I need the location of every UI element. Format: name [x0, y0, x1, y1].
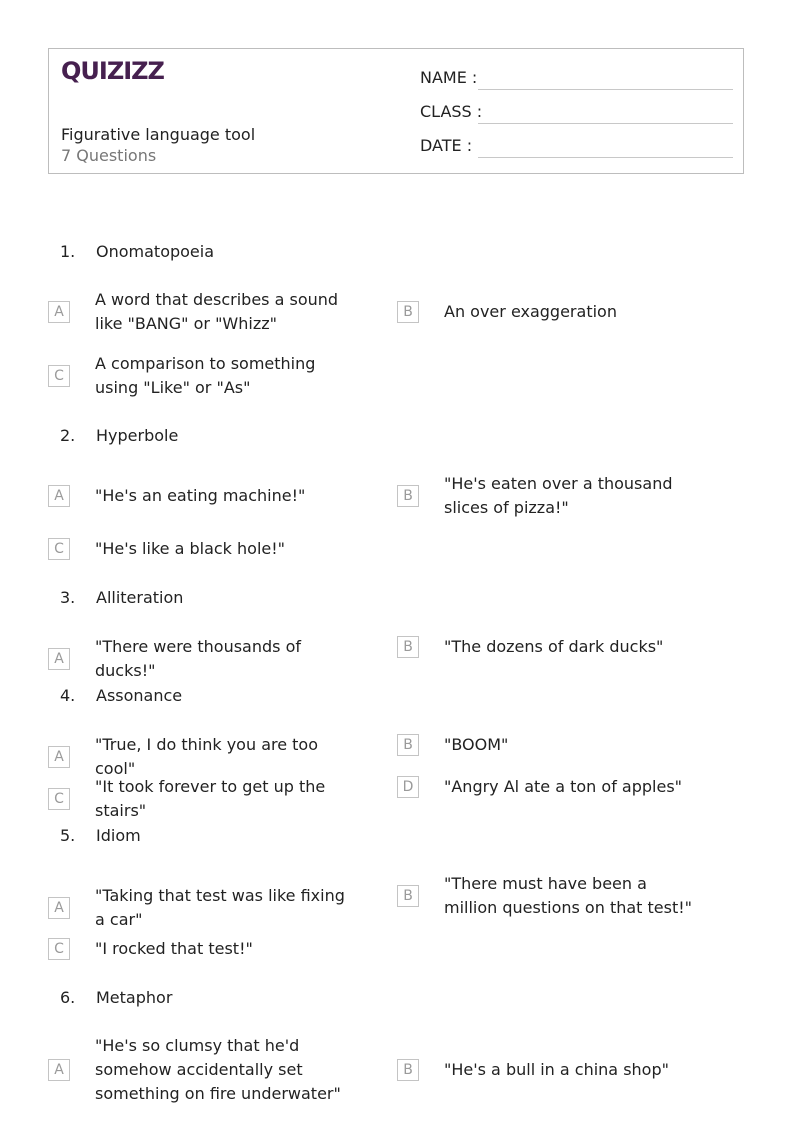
option-letter-box: D — [397, 776, 419, 798]
option-letter-box: A — [48, 1059, 70, 1081]
option-letter-box: B — [397, 734, 419, 756]
quizizz-logo: QUIZIZZ — [61, 57, 164, 85]
option-text: An over exaggeration — [444, 302, 617, 321]
question-text: Assonance — [96, 686, 183, 705]
question-number: 5. — [60, 826, 76, 845]
option-letter-box: B — [397, 885, 419, 907]
option-letter-box: C — [48, 538, 70, 560]
question-text: Alliteration — [96, 588, 184, 607]
option-b[interactable] — [397, 733, 697, 757]
class-label: CLASS : — [420, 102, 483, 121]
question-text: Metaphor — [96, 988, 173, 1007]
option-text: A word that describes a sound like "BANG" or "Whizz" — [95, 290, 339, 333]
option-text: "Angry Al ate a ton of apples" — [444, 777, 683, 796]
question-number: 2. — [60, 426, 76, 445]
option-text: "There were thousands of ducks!" — [95, 637, 301, 680]
date-label: DATE : — [420, 136, 473, 155]
option-text: "Taking that test was like fixing a car" — [95, 886, 345, 929]
option-a[interactable] — [48, 733, 348, 781]
option-b[interactable] — [397, 472, 697, 520]
name-label: NAME : — [420, 68, 478, 87]
question-text: Onomatopoeia — [96, 242, 215, 261]
option-text: "I rocked that test!" — [95, 939, 253, 958]
option-c[interactable] — [48, 775, 348, 823]
option-c[interactable] — [48, 937, 348, 961]
option-a[interactable] — [48, 884, 348, 932]
option-letter-box: B — [397, 636, 419, 658]
option-letter-box: B — [397, 485, 419, 507]
option-text: "True, I do think you are too cool" — [95, 735, 318, 778]
option-text: "He's a bull in a china shop" — [444, 1060, 669, 1079]
option-b[interactable] — [397, 1058, 697, 1082]
option-letter-box: A — [48, 485, 70, 507]
option-text: "He's an eating machine!" — [95, 486, 306, 505]
option-a[interactable] — [48, 484, 348, 508]
option-c[interactable] — [48, 352, 348, 400]
option-text: "It took forever to get up the stairs" — [95, 777, 326, 820]
option-b[interactable] — [397, 872, 697, 920]
question-number: 4. — [60, 686, 76, 705]
option-text: "He's like a black hole!" — [95, 539, 286, 558]
question-number: 6. — [60, 988, 76, 1007]
option-text: "He's eaten over a thousand slices of pizza!" — [444, 474, 673, 517]
option-a[interactable] — [48, 288, 348, 336]
question-count: 7 Questions — [61, 146, 157, 165]
option-text: A comparison to something using "Like" or "As" — [95, 354, 316, 397]
option-letter-box: B — [397, 301, 419, 323]
option-text: "He's so clumsy that he'd somehow accidentally set something on fire underwater" — [95, 1036, 341, 1103]
option-letter-box: A — [48, 648, 70, 670]
worksheet-header — [48, 48, 744, 174]
option-text: "BOOM" — [444, 735, 509, 754]
option-letter-box: A — [48, 746, 70, 768]
option-letter-box: A — [48, 301, 70, 323]
option-d[interactable] — [397, 775, 697, 799]
option-letter-box: B — [397, 1059, 419, 1081]
option-b[interactable] — [397, 635, 697, 659]
worksheet-title: Figurative language tool — [61, 125, 256, 144]
option-text: "The dozens of dark ducks" — [444, 637, 664, 656]
question-text: Idiom — [96, 826, 141, 845]
option-a[interactable] — [48, 1034, 348, 1106]
option-c[interactable] — [48, 537, 348, 561]
name-field-line[interactable] — [478, 89, 733, 90]
option-a[interactable] — [48, 635, 348, 683]
option-letter-box: C — [48, 365, 70, 387]
question-number: 3. — [60, 588, 76, 607]
option-letter-box: A — [48, 897, 70, 919]
question-text: Hyperbole — [96, 426, 179, 445]
option-text: "There must have been a million questions on that test!" — [444, 874, 693, 917]
class-field-line[interactable] — [478, 123, 733, 124]
date-field-line[interactable] — [478, 157, 733, 158]
question-number: 1. — [60, 242, 76, 261]
option-b[interactable] — [397, 300, 697, 324]
option-letter-box: C — [48, 788, 70, 810]
option-letter-box: C — [48, 938, 70, 960]
